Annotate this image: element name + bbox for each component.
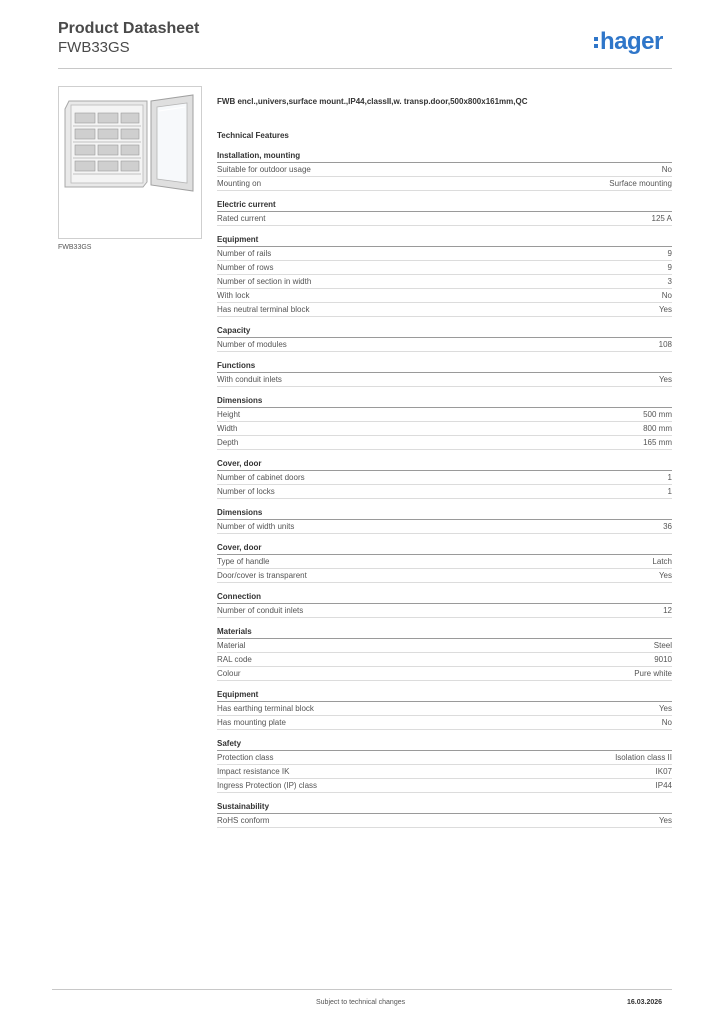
spec-section [217, 591, 672, 618]
spec-value: 12 [663, 606, 672, 615]
section-title: Dimensions [217, 395, 672, 408]
spec-label: Impact resistance IK [217, 767, 290, 776]
spec-value: 9 [667, 249, 672, 258]
spec-value: 1 [667, 473, 672, 482]
spec-label: With conduit inlets [217, 375, 282, 384]
section-title: Dimensions [217, 507, 672, 520]
spec-row [217, 555, 672, 569]
spec-row [217, 247, 672, 261]
spec-section [217, 360, 672, 387]
spec-value: IK07 [655, 767, 672, 776]
spec-row [217, 212, 672, 226]
spec-label: Number of cabinet doors [217, 473, 305, 482]
spec-row [217, 814, 672, 828]
spec-label: Number of rows [217, 263, 274, 272]
spec-section [217, 395, 672, 450]
spec-row [217, 177, 672, 191]
spec-row [217, 422, 672, 436]
spec-section [217, 738, 672, 793]
logo-dots-icon [594, 37, 598, 48]
spec-row [217, 163, 672, 177]
spec-label: Type of handle [217, 557, 270, 566]
spec-value: 800 mm [643, 424, 672, 433]
spec-value: 9 [667, 263, 672, 272]
spec-label: Number of rails [217, 249, 272, 258]
section-title: Sustainability [217, 801, 672, 814]
spec-row [217, 765, 672, 779]
section-title: Connection [217, 591, 672, 604]
spec-row [217, 261, 672, 275]
spec-label: Depth [217, 438, 239, 447]
footer-note: Subject to technical changes [316, 999, 406, 1006]
spec-row [217, 408, 672, 422]
section-title: Cover, door [217, 542, 672, 555]
spec-value: 1 [667, 487, 672, 496]
spec-row [217, 485, 672, 499]
spec-value: 500 mm [643, 410, 672, 419]
page-title: Product Datasheet [58, 20, 200, 37]
spec-section [217, 801, 672, 828]
section-title: Capacity [217, 325, 672, 338]
spec-label: Suitable for outdoor usage [217, 165, 311, 174]
spec-value: Pure white [634, 669, 672, 678]
spec-label: Has mounting plate [217, 718, 286, 727]
spec-row [217, 436, 672, 450]
section-title: Cover, door [217, 458, 672, 471]
header-divider [58, 68, 672, 69]
spec-label: Protection class [217, 753, 274, 762]
spec-row [217, 569, 672, 583]
spec-label: With lock [217, 291, 250, 300]
section-title: Electric current [217, 199, 672, 212]
spec-label: Ingress Protection (IP) class [217, 781, 318, 790]
spec-label: RAL code [217, 655, 252, 664]
spec-row [217, 520, 672, 534]
spec-section [217, 458, 672, 499]
spec-row [217, 471, 672, 485]
logo-text: hager [600, 28, 663, 55]
spec-row [217, 639, 672, 653]
spec-row [217, 303, 672, 317]
product-description: FWB encl.,univers,surface mount.,IP44,classII,w. transp.door,500x800x161mm,QC [217, 97, 528, 106]
spec-value: Yes [658, 571, 672, 580]
section-title: Materials [217, 626, 672, 639]
spec-section [217, 689, 672, 730]
section-title: Equipment [217, 234, 672, 247]
enclosure-illustration-icon [59, 87, 201, 238]
spec-label: Number of conduit inlets [217, 606, 304, 615]
spec-row [217, 653, 672, 667]
spec-label: Material [217, 641, 246, 650]
spec-value: No [661, 165, 672, 174]
spec-value: 3 [667, 277, 672, 286]
spec-row [217, 751, 672, 765]
spec-row [217, 289, 672, 303]
spec-label: Colour [217, 669, 241, 678]
spec-section [217, 626, 672, 681]
spec-value: Yes [658, 704, 672, 713]
spec-value: Surface mounting [609, 179, 672, 188]
spec-row [217, 779, 672, 793]
spec-row [217, 702, 672, 716]
spec-label: Has earthing terminal block [217, 704, 314, 713]
spec-label: Rated current [217, 214, 266, 223]
footer-date: 16.03.2026 [627, 999, 663, 1006]
spec-value: 9010 [654, 655, 672, 664]
spec-value: Isolation class II [615, 753, 672, 762]
spec-value: Yes [658, 305, 672, 314]
spec-row [217, 275, 672, 289]
spec-label: Width [217, 424, 238, 433]
footer-divider [52, 989, 672, 990]
spec-label: Number of width units [217, 522, 295, 531]
spec-value: 125 A [651, 214, 672, 223]
spec-section [217, 234, 672, 317]
spec-label: Number of section in width [217, 277, 312, 286]
spec-label: Number of locks [217, 487, 275, 496]
spec-section [217, 150, 672, 191]
hager-logo [594, 28, 663, 56]
spec-value: 165 mm [643, 438, 672, 447]
spec-value: Yes [658, 816, 672, 825]
spec-value: No [661, 718, 672, 727]
spec-row [217, 716, 672, 730]
section-title: Equipment [217, 689, 672, 702]
spec-label: Door/cover is transparent [217, 571, 307, 580]
spec-label: Has neutral terminal block [217, 305, 310, 314]
spec-section [217, 507, 672, 534]
spec-label: Height [217, 410, 241, 419]
spec-row [217, 667, 672, 681]
section-title: Safety [217, 738, 672, 751]
product-image [58, 86, 202, 239]
spec-value: Steel [653, 641, 672, 650]
spec-value: Yes [658, 375, 672, 384]
spec-value: Latch [652, 557, 672, 566]
section-title: Installation, mounting [217, 150, 672, 163]
product-code-subtitle: FWB33GS [58, 39, 130, 56]
technical-features-heading: Technical Features [217, 131, 289, 140]
spec-section [217, 542, 672, 583]
product-image-caption: FWB33GS [58, 244, 92, 251]
spec-value: IP44 [655, 781, 672, 790]
spec-section [217, 325, 672, 352]
spec-row [217, 604, 672, 618]
spec-value: 108 [658, 340, 672, 349]
spec-row [217, 373, 672, 387]
spec-label: Mounting on [217, 179, 262, 188]
spec-label: RoHS conform [217, 816, 270, 825]
spec-label: Number of modules [217, 340, 287, 349]
spec-section [217, 199, 672, 226]
spec-table [217, 150, 672, 836]
spec-value: 36 [663, 522, 672, 531]
spec-row [217, 338, 672, 352]
section-title: Functions [217, 360, 672, 373]
spec-value: No [661, 291, 672, 300]
